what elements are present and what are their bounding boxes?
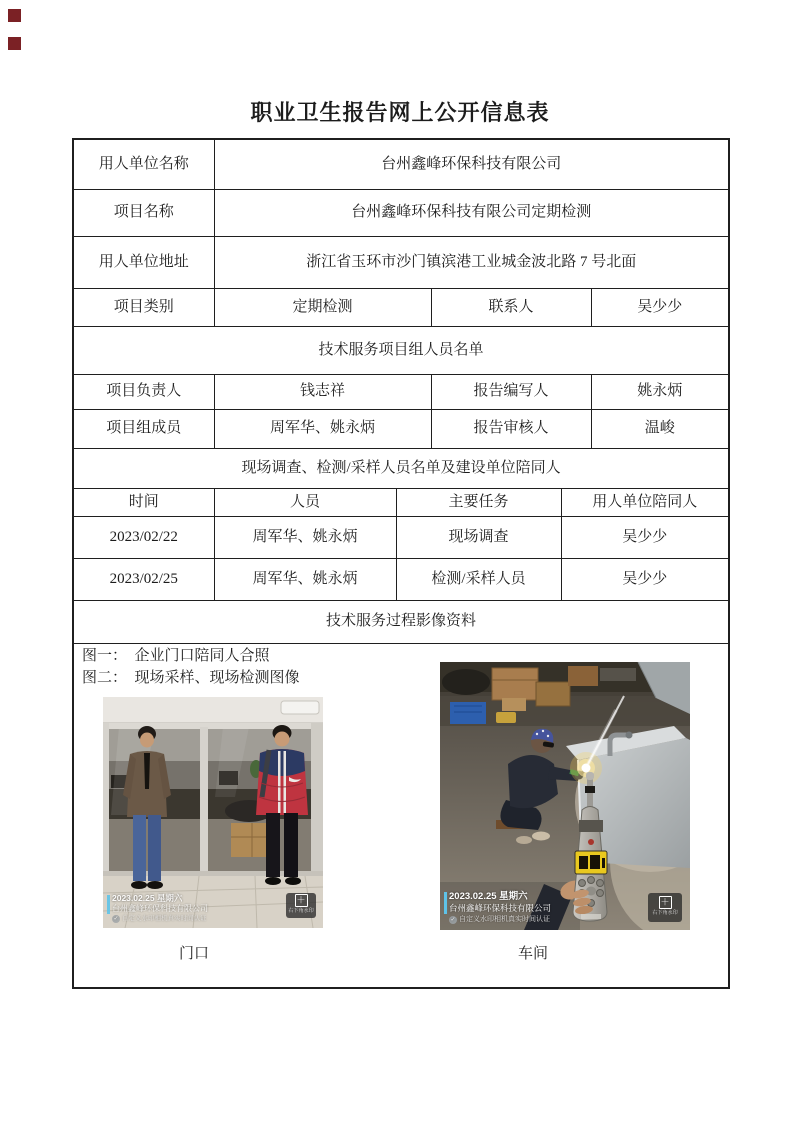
workshop-photo — [440, 662, 690, 930]
shield-check-icon: ✓ — [113, 916, 119, 923]
visit-staff: 周军华、姚永炳 — [214, 516, 396, 558]
photo1-caption: 门口 — [178, 945, 209, 962]
annotation-mark — [8, 9, 21, 22]
watermark-verify — [112, 915, 207, 923]
shield-check-icon: ✓ — [450, 917, 456, 924]
reviewer-value: 温峻 — [591, 409, 729, 448]
watermark-company: 台州鑫峰环保科技有限公司 — [449, 902, 552, 913]
writer-label: 报告编写人 — [431, 374, 591, 409]
visit-task: 检测/采样人员 — [396, 558, 561, 600]
add-watermark-icon: ＋ — [296, 895, 306, 906]
entrance-photo — [103, 697, 323, 928]
contact-value: 吴少少 — [591, 288, 729, 326]
visit-date: 2023/02/22 — [73, 516, 214, 558]
watermark-corner-button — [286, 893, 316, 918]
project-name-value: 台州鑫峰环保科技有限公司定期检测 — [214, 189, 729, 236]
field-work-section-header: 现场调查、检测/采样人员名单及建设单位陪同人 — [73, 448, 729, 488]
report-info-table — [72, 138, 730, 989]
contact-label: 联系人 — [431, 288, 591, 326]
leader-label: 项目负责人 — [73, 374, 214, 409]
reviewer-label: 报告审核人 — [431, 409, 591, 448]
column-header-staff: 人员 — [214, 488, 396, 516]
column-header-escort: 用人单位陪同人 — [561, 488, 729, 516]
employer-name-label: 用人单位名称 — [73, 139, 214, 189]
corner-button-label: 右下角水印 — [652, 910, 678, 916]
watermark-verify — [449, 916, 550, 925]
corner-button-label: 右下角水印 — [288, 908, 314, 914]
writer-value: 姚永炳 — [591, 374, 729, 409]
project-category-value: 定期检测 — [214, 288, 431, 326]
leader-value: 钱志祥 — [214, 374, 431, 409]
watermark-date: 2023.02.25 星期六 — [449, 890, 528, 902]
watermark-accent-bar — [444, 892, 447, 914]
column-header-time: 时间 — [73, 488, 214, 516]
add-watermark-icon: ＋ — [660, 897, 670, 908]
employer-address-value: 浙江省玉环市沙门镇滨港工业城金波北路 7 号北面 — [214, 236, 729, 288]
table-row — [73, 516, 729, 558]
employer-address-label: 用人单位地址 — [73, 236, 214, 288]
figure1-label: 图一： 企业门口陪同人合照 — [82, 647, 270, 664]
visit-staff: 周军华、姚永炳 — [214, 558, 396, 600]
visit-escort: 吴少少 — [561, 558, 729, 600]
page-title: 职业卫生报告网上公开信息表 — [250, 100, 550, 125]
visit-escort: 吴少少 — [561, 516, 729, 558]
visit-date: 2023/02/25 — [73, 558, 214, 600]
watermark-verify-text: 自定义水印相机真实时间认证 — [459, 915, 550, 923]
visit-task: 现场调查 — [396, 516, 561, 558]
column-header-task: 主要任务 — [396, 488, 561, 516]
watermark-corner-button — [648, 893, 682, 922]
employer-name-value: 台州鑫峰环保科技有限公司 — [214, 139, 729, 189]
watermark-company: 台州鑫峰环保科技有限公司 — [112, 903, 208, 913]
media-cell — [73, 643, 729, 988]
table-row — [73, 558, 729, 600]
watermark-date: 2023.02.25 星期六 — [112, 892, 183, 903]
members-label: 项目组成员 — [73, 409, 214, 448]
photo2-caption: 车间 — [517, 945, 548, 962]
project-name-label: 项目名称 — [73, 189, 214, 236]
watermark-accent-bar — [107, 895, 110, 914]
project-category-label: 项目类别 — [73, 288, 214, 326]
workshop-photo-scene — [440, 662, 690, 930]
media-section-header: 技术服务过程影像资料 — [73, 600, 729, 643]
team-section-header: 技术服务项目组人员名单 — [73, 326, 729, 374]
members-value: 周军华、姚永炳 — [214, 409, 431, 448]
annotation-mark — [8, 37, 21, 50]
figure2-label: 图二： 现场采样、现场检测图像 — [82, 669, 300, 686]
watermark-verify-text: 自定义水印相机真实时间认证 — [122, 915, 207, 923]
